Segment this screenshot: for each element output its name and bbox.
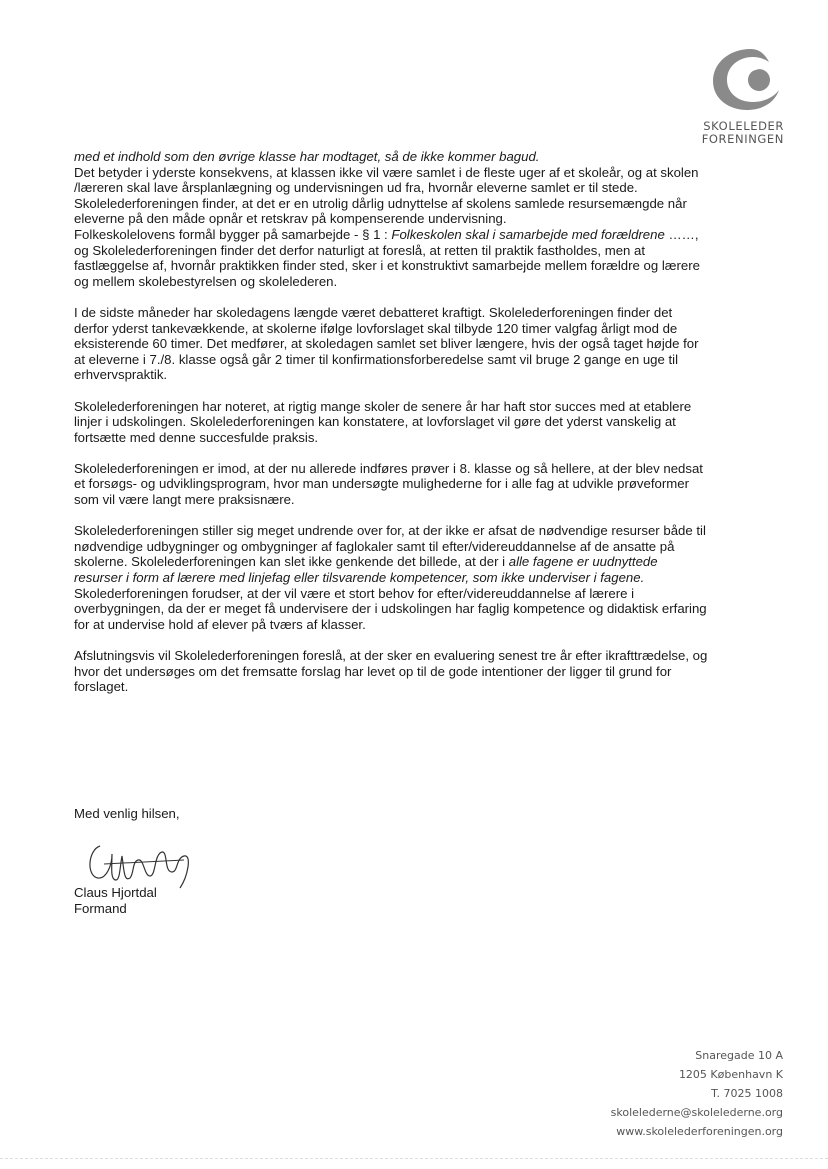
body-line: overbygningen, da der er meget få undervisere der i udskolingen har faglig kompetence og didaktisk erfaring [74, 601, 707, 617]
body-line: Skolelederforeningen finder, at det er en utrolig dårlig udnyttelse af skolens samlede resursemængde når [74, 195, 687, 211]
logo-line-1: SKOLELEDER [703, 119, 784, 133]
signer-name: Claus Hjortdal [74, 885, 157, 900]
law-quote: Folkeskolen skal i samarbejde med forældrene [391, 226, 665, 242]
footer-contact [611, 1046, 783, 1141]
signer-block [74, 885, 157, 917]
body-line [74, 227, 754, 243]
body-line: Skolelederforeningen stiller sig meget undrende over for, at der ikke er afsat de nødvendige resurser både til [74, 523, 706, 539]
body-line: forslaget. [74, 679, 129, 695]
body-line: erhvervspraktik. [74, 367, 168, 383]
body-line: /læreren skal lave årsplanlægning og undervisningen ud fra, hvornår eleverne samlet er til stede. [74, 180, 638, 196]
body-line: I de sidste måneder har skoledagens længde været debatteret kraftigt. Skolelederforeningen finder det [74, 304, 673, 320]
logo-icon [707, 44, 783, 114]
logo-line-2: FORENINGEN [701, 132, 784, 146]
body-line: derfor yderst tankevækkende, at skolerne ifølge lovforslaget skal tilbyde 120 timer valgfag årligt mod de [74, 320, 678, 336]
body-line: Det betyder i yderste konsekvens, at klassen ikke vil være samlet i de fleste uger af et skoleår, og at skolen [74, 164, 699, 180]
body-text-span: ……, [664, 226, 699, 242]
quoted-text: alle fagene er uudnyttede [508, 554, 658, 570]
body-line: resurser i form af lærere med linjefag eller tilsvarende kompetencer, som ikke underviser i fagene. [74, 570, 645, 586]
body-line: hvor det undersøges om det fremsatte forslag har levet op til de gode intentioner der ligger til grund for [74, 663, 672, 679]
footer-phone: T. 7025 1008 [711, 1087, 783, 1100]
body-line: at eleverne i 7./8. klasse også går 2 timer til konfirmationsforberedelse samt vil bruge 2 gange en uge til [74, 351, 679, 367]
body-line: eksisterende 60 timer. Det medfører, at skoledagen samlet set bliver længere, hvis der også taget højde for [74, 336, 699, 352]
footer-email: skolelederne@skolelederne.org [610, 1106, 783, 1119]
body-line: med et indhold som den øvrige klasse har modtaget, så de ikke kommer bagud. [74, 149, 540, 164]
body-line: som vil være langt mere praksisnære. [74, 492, 295, 508]
signer-title: Formand [74, 901, 127, 916]
body-line: Skolelederforeningen har noteret, at rigtig mange skoler de senere år har haft stor succes med at etablere [74, 398, 692, 414]
organization-logo [700, 44, 790, 146]
body-line: fortsætte med denne succesfulde praksis. [74, 429, 319, 445]
page-edge-divider [0, 1158, 828, 1159]
body-line: eleverne på den måde opnår et retskrav på kompenserende undervisning. [74, 211, 507, 227]
closing-salutation: Med venlig hilsen, [74, 806, 180, 821]
body-text-span: Folkeskolelovens formål bygger på samarbejde - § 1 : [74, 226, 392, 242]
footer-address: Snaregade 10 A [695, 1049, 783, 1062]
body-line: for at undervise hold af elever på tværs af klasser. [74, 616, 366, 632]
footer-city: 1205 København K [678, 1068, 783, 1081]
letter-body [74, 149, 754, 695]
body-line: Skolederforeningen forudser, at der vil være et stort behov for efter/videreuddannelse af lærere i [74, 585, 635, 601]
footer-website: www.skolelederforeningen.org [616, 1125, 783, 1138]
body-line: fastlæggelse af, hvornår praktikken finder sted, sker i et konstruktivt samarbejde mellem forældre og lærere [74, 258, 700, 274]
body-line: og mellem skolebestyrelsen og skolelederen. [74, 273, 338, 289]
body-line: og Skolelederforeningen finder det derfor naturligt at foreslå, at retten til praktik fastholdes, men at [74, 242, 646, 258]
body-text-span: skolerne. Skolelederforeningen kan slet ikke genkende det billede, at der i [74, 554, 509, 570]
body-line: et forsøgs- og udviklingsprogram, hvor man undersøgte mulighederne for i alle fag at udvikle prøveformer [74, 476, 689, 492]
body-line: Afslutningsvis vil Skolelederforeningen foreslå, at der sker en evaluering senest tre år efter ikrafttrædelse, og [74, 648, 708, 663]
body-line: linjer i udskolingen. Skolelederforeningen kan konstatere, at lovforslaget vil gøre det yderst vanskelig at [74, 414, 676, 430]
body-line: Skolelederforeningen er imod, at der nu allerede indføres prøver i 8. klasse og så hellere, at der blev nedsat [74, 460, 703, 476]
body-line [74, 554, 754, 570]
body-line: nødvendige udbygninger og ombygninger af faglokaler samt til efter/videreuddannelse af de ansatte på [74, 538, 675, 554]
